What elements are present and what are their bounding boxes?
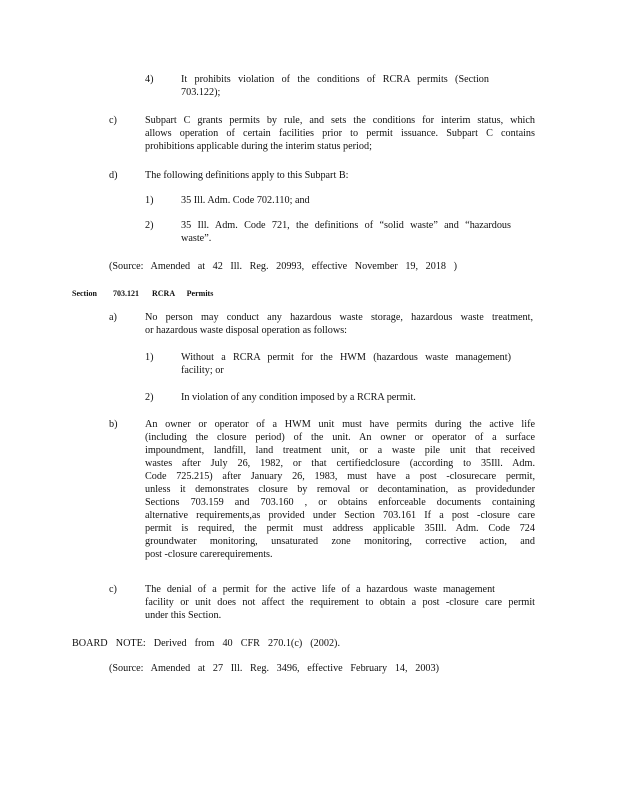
text-line: prohibitions applicable during the interim status period; (145, 141, 372, 152)
item-a2-text: In violation of any condition imposed by a RCRA permit. (181, 392, 416, 403)
text-line: impoundment, landfill, land treatment unit, or a waste pile unit that received (145, 445, 535, 456)
subsection-c2-text (145, 583, 535, 622)
text-line: Without a RCRA permit for the HWM (hazardous waste management) (181, 352, 511, 363)
definition-1-text: 35 Ill. Adm. Code 702.110; and (181, 195, 310, 206)
item-4-text (181, 73, 489, 99)
item-label: 2) (145, 392, 154, 403)
item-label: 1) (145, 352, 154, 363)
text-line: The denial of a permit for the active life of a hazardous waste management (145, 584, 495, 595)
subsection-a-text (145, 311, 533, 337)
text-line: allows operation of certain facilities prior to permit issuance. Subpart C contains (145, 128, 535, 139)
text-line: No person may conduct any hazardous waste storage, hazardous waste treatment, (145, 312, 533, 323)
subsection-d-text: The following definitions apply to this Subpart B: (145, 170, 349, 181)
text-line: facility or unit does not affect the requirement to obtain a post -closure care permit (145, 597, 535, 608)
text-line: 703.122); (181, 87, 221, 98)
item-label: b) (109, 419, 118, 430)
text-line: groundwater monitoring, unsaturated zone monitoring, corrective action, and (145, 536, 535, 547)
text-line: waste”. (181, 233, 212, 244)
section-word: Section (72, 289, 97, 298)
text-line: (including the closure period) of the unit. An owner or operator of a surface (145, 432, 535, 443)
text-line: under this Section. (145, 610, 222, 621)
item-label: d) (109, 170, 118, 181)
text-line: unless it demonstrates closure by removal or decontamination, as providedunder (145, 484, 535, 495)
item-label: c) (109, 115, 117, 126)
section-title: RCRA Permits (152, 289, 214, 298)
text-line: wastes after July 26, 1982, or that certifiedclosure (according to 35Ill. Adm. (145, 458, 535, 469)
text-line: Sections 703.159 and 703.160 , or obtains enforceable documents containing (145, 497, 535, 508)
source-note: (Source: Amended at 27 Ill. Reg. 3496, effective February 14, 2003) (109, 663, 439, 674)
item-label: 1) (145, 195, 154, 206)
item-label: c) (109, 584, 117, 595)
text-line: alternative requirements,as provided under Section 703.161 If a post -closure care (145, 510, 535, 521)
board-note: BOARD NOTE: Derived from 40 CFR 270.1(c) (2002). (72, 638, 340, 649)
subsection-c-text (145, 114, 535, 153)
text-line: permit is required, the permit must address applicable 35Ill. Adm. Code 724 (145, 523, 535, 534)
item-label: 2) (145, 220, 154, 231)
text-line: or hazardous waste disposal operation as follows: (145, 325, 348, 336)
item-label: a) (109, 312, 117, 323)
text-line: facility; or (181, 365, 224, 376)
text-line: post -closure carerequirements. (145, 549, 273, 560)
text-line: It prohibits violation of the conditions of RCRA permits (Section (181, 74, 489, 85)
item-a1-text (181, 351, 511, 377)
text-line: An owner or operator of a HWM unit must have permits during the active life (145, 419, 535, 430)
subsection-b-text (145, 418, 535, 561)
source-note: (Source: Amended at 42 Ill. Reg. 20993, effective November 19, 2018 ) (109, 261, 457, 272)
section-number: 703.121 (113, 289, 139, 298)
text-line: Code 725.215) after January 26, 1983, must have a post -closurecare permit, (145, 471, 535, 482)
text-line: 35 Ill. Adm. Code 721, the definitions of “solid waste” and “hazardous (181, 220, 511, 231)
definition-2-text (181, 219, 511, 245)
item-label: 4) (145, 74, 154, 85)
text-line: Subpart C grants permits by rule, and sets the conditions for interim status, which (145, 115, 535, 126)
